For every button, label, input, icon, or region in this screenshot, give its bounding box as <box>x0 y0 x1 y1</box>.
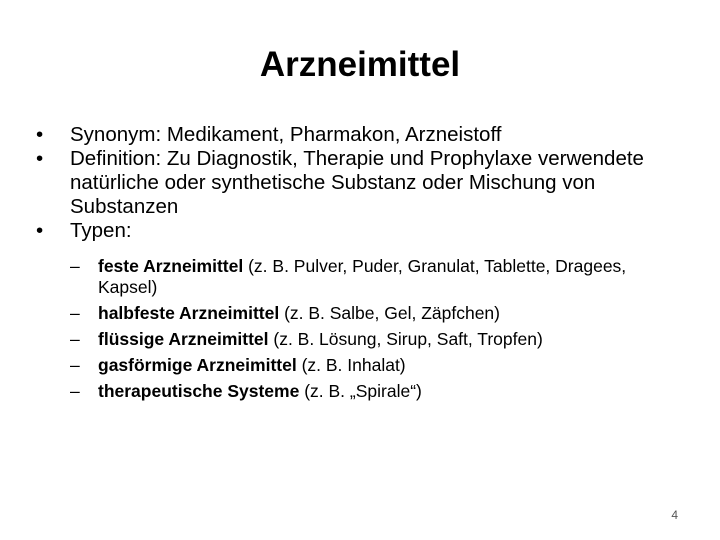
dash-marker: – <box>70 355 80 375</box>
page-number: 4 <box>671 508 678 522</box>
bullet-list <box>36 123 686 407</box>
type-term: flüssige Arzneimittel <box>98 329 269 349</box>
type-detail: (z. B. „Spirale“) <box>299 381 422 401</box>
type-item-therapeutic-systems <box>70 381 686 402</box>
bullet-marker: • <box>36 147 44 170</box>
bullet-marker: • <box>36 219 44 242</box>
dash-marker: – <box>70 303 80 323</box>
type-detail: (z. B. Pulver, Puder, Granulat, Tablette, Dragees, Kapsel) <box>98 256 627 297</box>
dash-marker: – <box>70 256 80 276</box>
type-detail: (z. B. Inhalat) <box>296 355 406 375</box>
bullet-text: Synonym: Medikament, Pharmakon, Arzneistoff <box>70 123 502 146</box>
type-term: gasförmige Arzneimittel <box>98 355 297 375</box>
type-item-gaseous <box>70 355 686 376</box>
type-item-liquid <box>70 329 686 350</box>
type-item-semisolid <box>70 303 686 324</box>
bullet-item-definition <box>36 147 686 219</box>
dash-marker: – <box>70 381 80 401</box>
bullet-item-synonym <box>36 123 686 147</box>
type-detail: (z. B. Salbe, Gel, Zäpfchen) <box>279 303 500 323</box>
bullet-marker: • <box>36 123 44 146</box>
dash-marker: – <box>70 329 80 349</box>
types-sublist <box>70 256 686 402</box>
type-term: therapeutische Systeme <box>98 381 300 401</box>
bullet-text: Typen: <box>70 219 132 242</box>
slide-title: Arzneimittel <box>259 45 461 84</box>
bullet-text: Definition: Zu Diagnostik, Therapie und Prophylaxe verwendete natürliche oder synthetische Substanz oder Mischung von Substanzen <box>70 147 644 218</box>
type-item-solid <box>70 256 686 298</box>
type-term: feste Arzneimittel <box>98 256 244 276</box>
bullet-item-types <box>36 219 686 402</box>
type-term: halbfeste Arzneimittel <box>98 303 280 323</box>
type-detail: (z. B. Lösung, Sirup, Saft, Tropfen) <box>268 329 543 349</box>
